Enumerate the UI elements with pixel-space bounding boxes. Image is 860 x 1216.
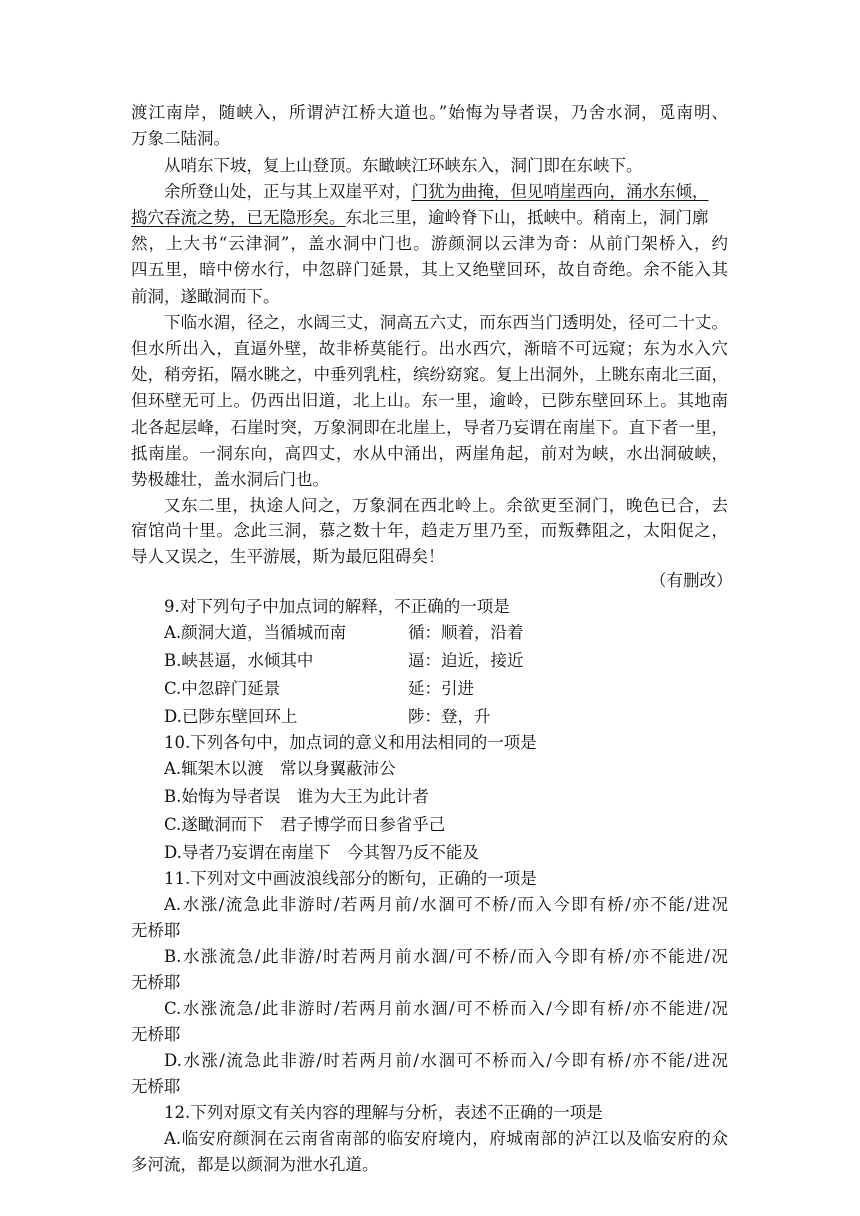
option-b-explanation: 逼：迫近，接近 <box>408 651 524 670</box>
option-c-continued: 无桥耶 <box>131 1025 181 1044</box>
passage-line-5 <box>131 209 709 227</box>
option-b: B.峡甚逼，水倾其中 <box>164 651 314 670</box>
option-a-explanation: 循：顺着，沿着 <box>408 623 524 642</box>
option-c: C.遂瞰洞而下 君子博学而日参省乎己 <box>164 815 446 834</box>
passage-line-9: 下临水湄，径之，水阔三丈，洞高五六丈，而东西当门透明处，径可二十丈。 <box>164 313 728 332</box>
option-b: B.水涨流急/此非游/时若两月前水涸/可不桥/而入今即有桥/亦不能进/况 <box>164 947 728 966</box>
option-a-continued: 多河流，都是以颜洞为泄水孔道。 <box>131 1155 379 1174</box>
option-a: A.辄架木以渡 常以身翼蔽沛公 <box>164 759 396 778</box>
passage-text: 余所登山处，正与其上双崖平对， <box>164 182 412 201</box>
option-d-continued: 无桥耶 <box>131 1077 181 1096</box>
wavy-underlined-text: 门犹为曲掩，但见哨崖西向，涌水东倾， <box>411 182 709 201</box>
passage-line-4 <box>164 183 709 201</box>
passage-line-1: 渡江南岸，随峡入，所谓泸江桥大道也。”始悔为导者误，乃舍水洞，觅南明、 <box>131 103 728 122</box>
option-a: A.水涨/流急此非游时/若两月前/水涸可不桥/而入今即有桥/亦不能/进况 <box>164 895 728 914</box>
option-c-explanation: 延：引进 <box>408 679 474 698</box>
option-b-continued: 无桥耶 <box>131 973 181 992</box>
passage-line-16: 又东二里，执途人问之，万象洞在西北岭上。余欲更至洞门，晚色已合，去 <box>164 496 728 515</box>
passage-line-10: 但水所出入，直逼外壁，故非桥莫能行。出水西穴，渐暗不可远窥；东为水入穴 <box>131 339 728 358</box>
passage-line-3: 从哨东下坡，复上山登顶。东瞰峡江环峡东入，洞门即在东峡下。 <box>164 156 643 175</box>
passage-text: 东北三里，逾岭脊下山，抵峡中。稍南上，洞门廓 <box>345 208 709 227</box>
option-c: C.水涨流急/此非游时/若两月前水涸/可不桥而入/今即有桥/亦不能进/况 <box>164 999 728 1018</box>
question-stem: 11.下列对文中画波浪线部分的断句，正确的一项是 <box>164 869 537 888</box>
source-note: （有删改） <box>650 571 733 590</box>
wavy-underlined-text: 捣穴吞流之势，已无隐形矣。 <box>131 208 346 227</box>
option-b: B.始悔为导者误 谁为大王为此计者 <box>164 787 429 806</box>
question-stem: 9.对下列句子中加点词的解释，不正确的一项是 <box>164 597 510 616</box>
passage-line-8: 前洞，遂瞰洞而下。 <box>131 287 280 306</box>
passage-line-7: 四五里，暗中傍水行，中忽辟门延景，其上又绝壁回环，故自奇绝。余不能入其 <box>131 260 728 279</box>
passage-line-18: 导人又误之，生平游展，斯为最厄阻碍矣！ <box>131 547 445 566</box>
passage-line-11: 处，稍旁拓，隔水眺之，中垂列乳柱，缤纷窈窕。复上出洞外，上眺东南北三面， <box>131 365 728 384</box>
passage-line-13: 北各起层峰，石崖时突，万象洞即在北崖上，导者乃妄谓在南崖下。直下者一里， <box>131 418 728 437</box>
option-d-explanation: 陟：登，升 <box>408 707 491 726</box>
question-stem: 10.下列各句中，加点词的意义和用法相同的一项是 <box>164 733 537 752</box>
option-d: D.导者乃妄谓在南崖下 今其智乃反不能及 <box>164 843 479 862</box>
option-c: C.中忽辟门延景 <box>164 679 281 698</box>
option-a: A.颜洞大道，当循城而南 <box>164 623 347 642</box>
question-stem: 12.下列对原文有关内容的理解与分析，表述不正确的一项是 <box>164 1103 603 1122</box>
option-d: D.已陟东壁回环上 <box>164 707 298 726</box>
option-a-continued: 无桥耶 <box>131 921 181 940</box>
passage-line-15: 势极雄壮，盖水洞后门也。 <box>131 470 329 489</box>
passage-line-12: 但环壁无可上。仍西出旧道，北上山。东一里，逾岭，已陟东壁回环上。其地南 <box>131 391 728 410</box>
passage-line-17: 宿馆尚十里。念此三洞，慕之数十年，趋走万里乃至，而叛彝阻之，太阳促之， <box>131 521 728 540</box>
option-d: D.水涨/流急此非游/时若两月前/水涸可不桥而入/今即有桥/亦不能/进况 <box>164 1051 728 1070</box>
option-a: A.临安府颜洞在云南省南部的临安府境内，府城南部的泸江以及临安府的众 <box>164 1129 728 1148</box>
passage-line-14: 抵南崖。一洞东向，高四丈，水从中涌出，两崖角起，前对为峡，水出洞破峡， <box>131 444 728 463</box>
passage-line-6: 然，上大书“云津洞”，盖水洞中门也。游颜洞以云津为奇：从前门架桥入，约 <box>131 234 728 253</box>
passage-line-2: 万象二陆洞。 <box>131 129 230 148</box>
